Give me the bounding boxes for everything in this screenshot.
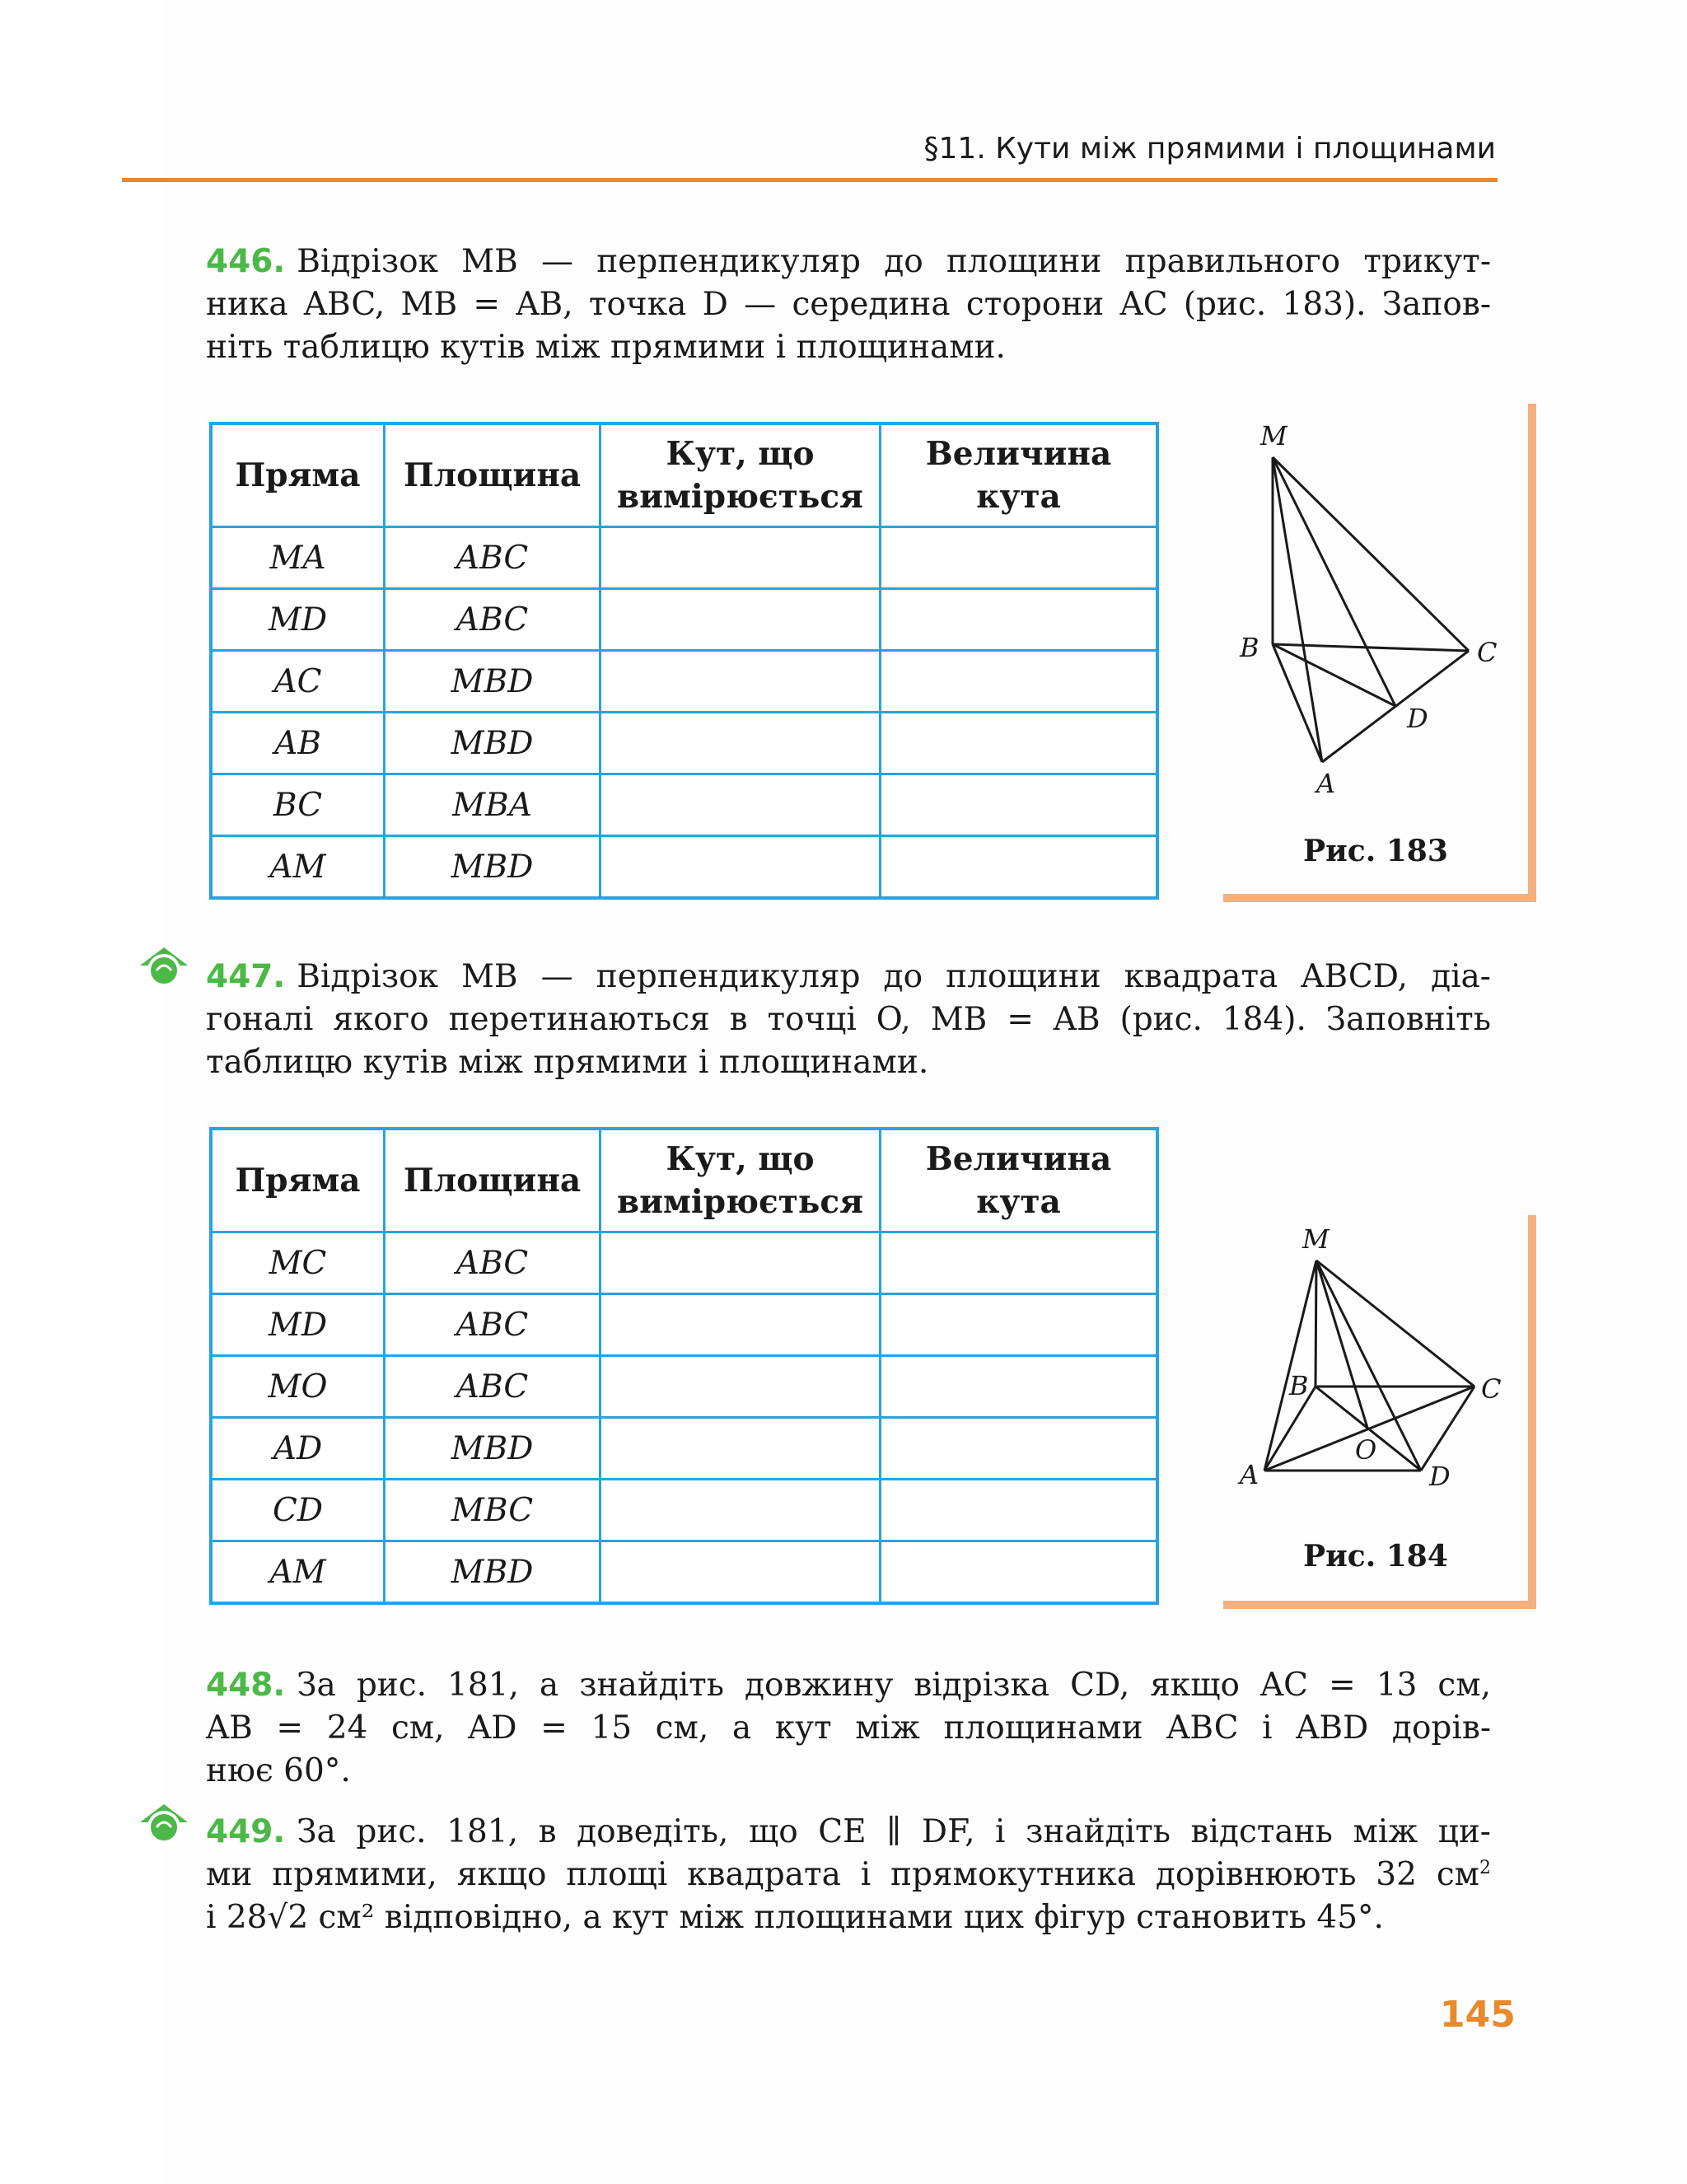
difficulty-marker-icon [138,1803,189,1849]
cell-value-empty[interactable] [881,1418,1158,1480]
problem-446-line-1: 446. Відрізок MB — перпендикуляр до площини правильного трикут- [206,243,1491,280]
problem-448 [206,1664,1491,1793]
cell-angle-empty[interactable] [600,1294,881,1356]
table-row [211,527,1157,589]
table-row [211,774,1157,836]
cell-angle-empty[interactable] [600,836,881,899]
cell-value-empty[interactable] [881,589,1158,651]
problem-448-line-2: AB = 24 см, AD = 15 см, а кут між площинами ABC і ABD дорів- [206,1709,1491,1747]
cell-plane: ABC [385,1356,600,1418]
cell-plane: MBA [385,774,600,836]
cell-angle-empty[interactable] [600,1232,881,1294]
figure-184-pyramid [1223,1215,1528,1512]
problem-number: 448. [206,1667,286,1704]
cell-plane: MBC [385,1480,600,1541]
figure-183-caption: Рис. 183 [1303,834,1448,868]
cell-plane: MBD [385,836,600,899]
cell-value-empty[interactable] [881,527,1158,589]
cell-value-empty[interactable] [881,1232,1158,1294]
problem-446-line-3: ніть таблицю кутів між прямими і площинами. [206,329,1006,366]
cell-plane: MBD [385,651,600,713]
cell-line: MO [211,1356,385,1418]
cell-line: AD [211,1418,385,1480]
problem-447 [206,956,1491,1084]
cell-line: MC [211,1232,385,1294]
col-header-plane: Площина [385,423,600,527]
running-header: §11. Кути між прямими і площинами [923,132,1496,166]
cell-value-empty[interactable] [881,1480,1158,1541]
label-B: B [1240,632,1259,663]
table-row [211,1418,1157,1480]
cell-angle-empty[interactable] [600,1356,881,1418]
label-M: M [1260,420,1287,451]
problem-449-line-1: 449. За рис. 181, в доведіть, що CE ∥ DF, і знайдіть відстань між ци- [206,1813,1491,1850]
col-header-value: Величина кута [881,423,1158,527]
problem-447-line-1: 447. Відрізок MB — перпендикуляр до площини квадрата ABCD, діа- [206,958,1491,995]
table-row [211,589,1157,651]
table-row [211,836,1157,899]
problem-446-line-2: ника ABC, MB = AB, точка D — середина сторони AC (рис. 183). Запов- [206,286,1491,323]
cell-value-empty[interactable] [881,651,1158,713]
cell-line: AM [211,836,385,899]
problem-449-line-2: ми прямими, якщо площі квадрата і прямокутника дорівнюють 32 $см^2$ [206,1856,1491,1893]
cell-line: AC [211,651,385,713]
difficulty-marker-icon [138,946,189,992]
problem-446 [206,241,1491,369]
cell-value-empty[interactable] [881,1356,1158,1418]
angles-table-447 [209,1127,1159,1605]
cell-angle-empty[interactable] [600,1480,881,1541]
cell-plane: ABC [385,1294,600,1356]
problem-449 [206,1811,1491,1939]
col-header-line: Пряма [211,1129,385,1232]
figure-184-frame-right [1528,1215,1536,1609]
label-D: D [1429,1461,1451,1492]
table-row [211,651,1157,713]
cell-line: BC [211,774,385,836]
cell-angle-empty[interactable] [600,1418,881,1480]
problem-number: 446. [206,243,286,280]
figure-184-caption: Рис. 184 [1303,1539,1448,1574]
cell-value-empty[interactable] [881,774,1158,836]
cell-value-empty[interactable] [881,836,1158,899]
table-header-row [211,1129,1157,1232]
table-row [211,1541,1157,1604]
cell-line: AM [211,1541,385,1604]
label-D: D [1407,703,1428,734]
cell-angle-empty[interactable] [600,651,881,713]
label-A: A [1316,768,1336,799]
col-header-plane: Площина [385,1129,600,1232]
cell-plane: ABC [385,1232,600,1294]
label-C: C [1477,637,1498,668]
cell-angle-empty[interactable] [600,589,881,651]
figure-183-pyramid [1219,412,1524,807]
problem-447-line-2: гоналі якого перетинаються в точці O, MB = AB (рис. 184). Заповніть [206,1001,1491,1038]
col-header-value: Величина кута [881,1129,1158,1232]
cell-value-empty[interactable] [881,1541,1158,1604]
problem-447-line-3: таблицю кутів між прямими і площинами. [206,1044,929,1081]
cell-plane: MBD [385,1541,600,1604]
figure-183-frame-bottom [1223,894,1536,902]
cell-angle-empty[interactable] [600,527,881,589]
label-A: A [1240,1459,1259,1490]
table-row [211,1294,1157,1356]
label-O: O [1355,1434,1377,1466]
angles-table-446 [209,422,1159,900]
cell-angle-empty[interactable] [600,713,881,774]
cell-plane: ABC [385,589,600,651]
cell-plane: MBD [385,1418,600,1480]
cell-line: MA [211,527,385,589]
header-rule [122,178,1498,182]
col-header-angle: Кут, що вимірюється [600,1129,881,1232]
figure-183-frame-right [1528,404,1536,902]
problem-449-line-3: і 28√2 см² відповідно, а кут між площинами цих фігур становить 45°. [206,1899,1384,1936]
cell-line: AB [211,713,385,774]
label-C: C [1481,1373,1502,1405]
cell-line: MD [211,1294,385,1356]
label-M: M [1302,1223,1330,1255]
table-header-row [211,423,1157,527]
problem-448-line-3: нює 60°. [206,1752,351,1789]
figure-184-frame-bottom [1223,1601,1536,1609]
cell-value-empty[interactable] [881,1294,1158,1356]
problem-number: 447. [206,958,286,995]
cell-plane: ABC [385,527,600,589]
superscript-2: 2 [1479,1858,1491,1878]
table-row [211,1356,1157,1418]
cell-angle-empty[interactable] [600,774,881,836]
col-header-angle: Кут, що вимірюється [600,423,881,527]
problem-number: 449. [206,1813,286,1850]
cell-value-empty[interactable] [881,713,1158,774]
problem-448-line-1: 448. За рис. 181, а знайдіть довжину відрізка CD, якщо AC = 13 см, [206,1667,1491,1704]
cell-line: MD [211,589,385,651]
cell-angle-empty[interactable] [600,1541,881,1604]
cell-line: CD [211,1480,385,1541]
label-B: B [1289,1370,1309,1401]
table-row [211,713,1157,774]
col-header-line: Пряма [211,423,385,527]
table-row [211,1480,1157,1541]
table-row [211,1232,1157,1294]
page-number: 145 [1440,1994,1516,2036]
cell-plane: MBD [385,713,600,774]
